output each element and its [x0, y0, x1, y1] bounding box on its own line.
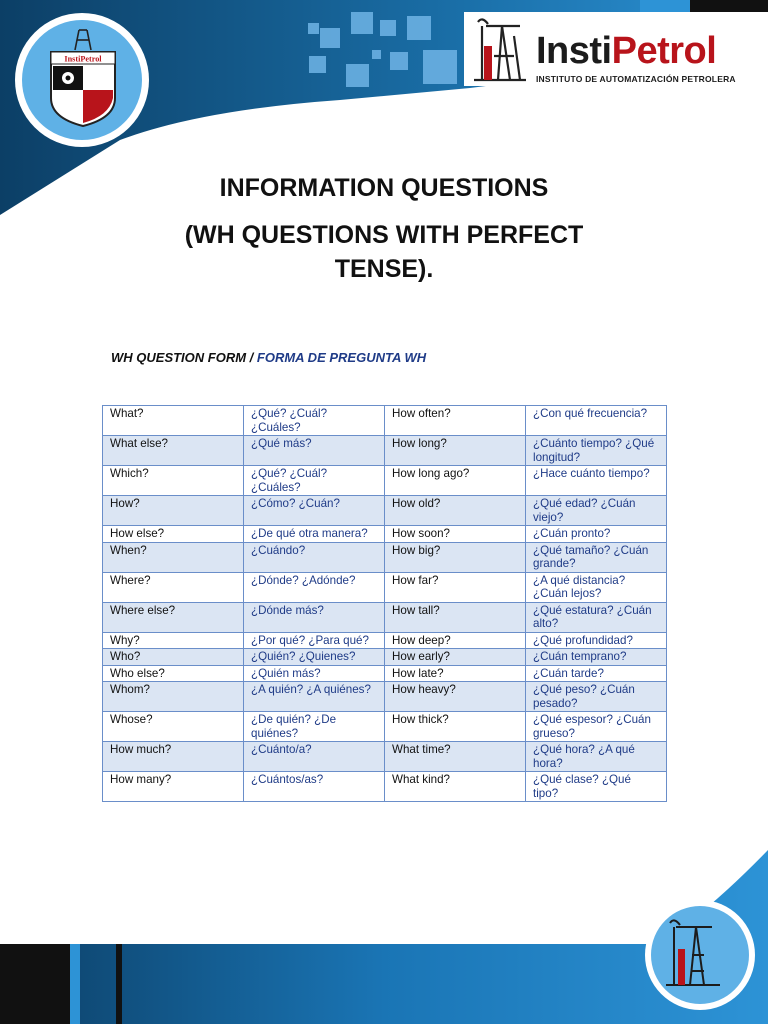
table-row: [103, 649, 667, 666]
english-question-cell: How thick?: [385, 712, 526, 742]
english-question-cell: Who else?: [103, 665, 244, 682]
spanish-translation-cell: ¿Cuánto/a?: [244, 742, 385, 772]
spanish-translation-cell: ¿Con qué frecuencia?: [526, 406, 667, 436]
brand-name-part1: Insti: [536, 30, 612, 72]
spanish-translation-cell: ¿Por qué? ¿Para qué?: [244, 632, 385, 649]
table-row: [103, 665, 667, 682]
english-question-cell: How big?: [385, 542, 526, 572]
table-row: [103, 436, 667, 466]
english-question-cell: How else?: [103, 526, 244, 543]
spanish-translation-cell: ¿Hace cuánto tiempo?: [526, 466, 667, 496]
spanish-translation-cell: ¿Cuán tarde?: [526, 665, 667, 682]
english-question-cell: How long?: [385, 436, 526, 466]
english-question-cell: Who?: [103, 649, 244, 666]
section-label-english: WH QUESTION FORM: [111, 350, 247, 365]
english-question-cell: How far?: [385, 572, 526, 602]
spanish-translation-cell: ¿Qué peso? ¿Cuán pesado?: [526, 682, 667, 712]
section-label: [111, 350, 426, 365]
english-question-cell: How late?: [385, 665, 526, 682]
english-question-cell: Whom?: [103, 682, 244, 712]
english-question-cell: What time?: [385, 742, 526, 772]
table-row: [103, 772, 667, 802]
spanish-translation-cell: ¿Cuántos/as?: [244, 772, 385, 802]
brand-name: [536, 32, 716, 70]
english-question-cell: Whose?: [103, 712, 244, 742]
english-question-cell: How soon?: [385, 526, 526, 543]
english-question-cell: Which?: [103, 466, 244, 496]
brand-name-part2: Petrol: [611, 30, 717, 72]
spanish-translation-cell: ¿Qué edad? ¿Cuán viejo?: [526, 496, 667, 526]
page-subtitle-heading: (WH QUESTIONS WITH PERFECT TENSE).: [184, 221, 584, 283]
table-row: [103, 742, 667, 772]
english-question-cell: How?: [103, 496, 244, 526]
brand-banner: [464, 12, 768, 86]
table-row: [103, 466, 667, 496]
spanish-translation-cell: ¿Cómo? ¿Cuán?: [244, 496, 385, 526]
spanish-translation-cell: ¿A qué distancia? ¿Cuán lejos?: [526, 572, 667, 602]
spanish-translation-cell: ¿De quién? ¿De quiénes?: [244, 712, 385, 742]
spanish-translation-cell: ¿Dónde? ¿Adónde?: [244, 572, 385, 602]
wh-table-body: [103, 406, 667, 802]
instipetrol-shield-logo: [43, 28, 123, 128]
spanish-translation-cell: ¿A quién? ¿A quiénes?: [244, 682, 385, 712]
english-question-cell: How deep?: [385, 632, 526, 649]
spanish-translation-cell: ¿Qué profundidad?: [526, 632, 667, 649]
spanish-translation-cell: ¿Cuándo?: [244, 542, 385, 572]
table-row: [103, 406, 667, 436]
shield-text: InstiPetrol: [64, 54, 102, 64]
english-question-cell: Why?: [103, 632, 244, 649]
page-title: INFORMATION QUESTIONS: [219, 174, 549, 202]
table-row: [103, 496, 667, 526]
table-row: [103, 632, 667, 649]
spanish-translation-cell: ¿Qué? ¿Cuál? ¿Cuáles?: [244, 406, 385, 436]
spanish-translation-cell: ¿Quién? ¿Quienes?: [244, 649, 385, 666]
english-question-cell: What?: [103, 406, 244, 436]
english-question-cell: How early?: [385, 649, 526, 666]
table-row: [103, 542, 667, 572]
english-question-cell: Where?: [103, 572, 244, 602]
spanish-translation-cell: ¿Qué? ¿Cuál? ¿Cuáles?: [244, 466, 385, 496]
spanish-translation-cell: ¿Cuán temprano?: [526, 649, 667, 666]
pumpjack-footer-logo: [660, 915, 740, 995]
english-question-cell: When?: [103, 542, 244, 572]
english-question-cell: How tall?: [385, 602, 526, 632]
english-question-cell: How long ago?: [385, 466, 526, 496]
table-row: [103, 572, 667, 602]
brand-subtitle: INSTITUTO DE AUTOMATIZACIÓN PETROLERA: [536, 74, 736, 84]
spanish-translation-cell: ¿De qué otra manera?: [244, 526, 385, 543]
english-question-cell: How many?: [103, 772, 244, 802]
english-question-cell: Where else?: [103, 602, 244, 632]
spanish-translation-cell: ¿Qué clase? ¿Qué tipo?: [526, 772, 667, 802]
english-question-cell: What kind?: [385, 772, 526, 802]
spanish-translation-cell: ¿Qué más?: [244, 436, 385, 466]
spanish-translation-cell: ¿Qué hora? ¿A qué hora?: [526, 742, 667, 772]
english-question-cell: How old?: [385, 496, 526, 526]
spanish-translation-cell: ¿Cuánto tiempo? ¿Qué longitud?: [526, 436, 667, 466]
spanish-translation-cell: ¿Qué estatura? ¿Cuán alto?: [526, 602, 667, 632]
spanish-translation-cell: ¿Qué tamaño? ¿Cuán grande?: [526, 542, 667, 572]
table-row: [103, 712, 667, 742]
spanish-translation-cell: ¿Quién más?: [244, 665, 385, 682]
spanish-translation-cell: ¿Qué espesor? ¿Cuán grueso?: [526, 712, 667, 742]
english-question-cell: What else?: [103, 436, 244, 466]
section-label-spanish: FORMA DE PREGUNTA WH: [256, 350, 427, 365]
table-row: [103, 682, 667, 712]
spanish-translation-cell: ¿Dónde más?: [244, 602, 385, 632]
english-question-cell: How much?: [103, 742, 244, 772]
spanish-translation-cell: ¿Cuán pronto?: [526, 526, 667, 543]
section-label-separator: /: [246, 350, 257, 365]
english-question-cell: How often?: [385, 406, 526, 436]
wh-questions-table: [102, 405, 667, 802]
english-question-cell: How heavy?: [385, 682, 526, 712]
table-row: [103, 526, 667, 543]
table-row: [103, 602, 667, 632]
